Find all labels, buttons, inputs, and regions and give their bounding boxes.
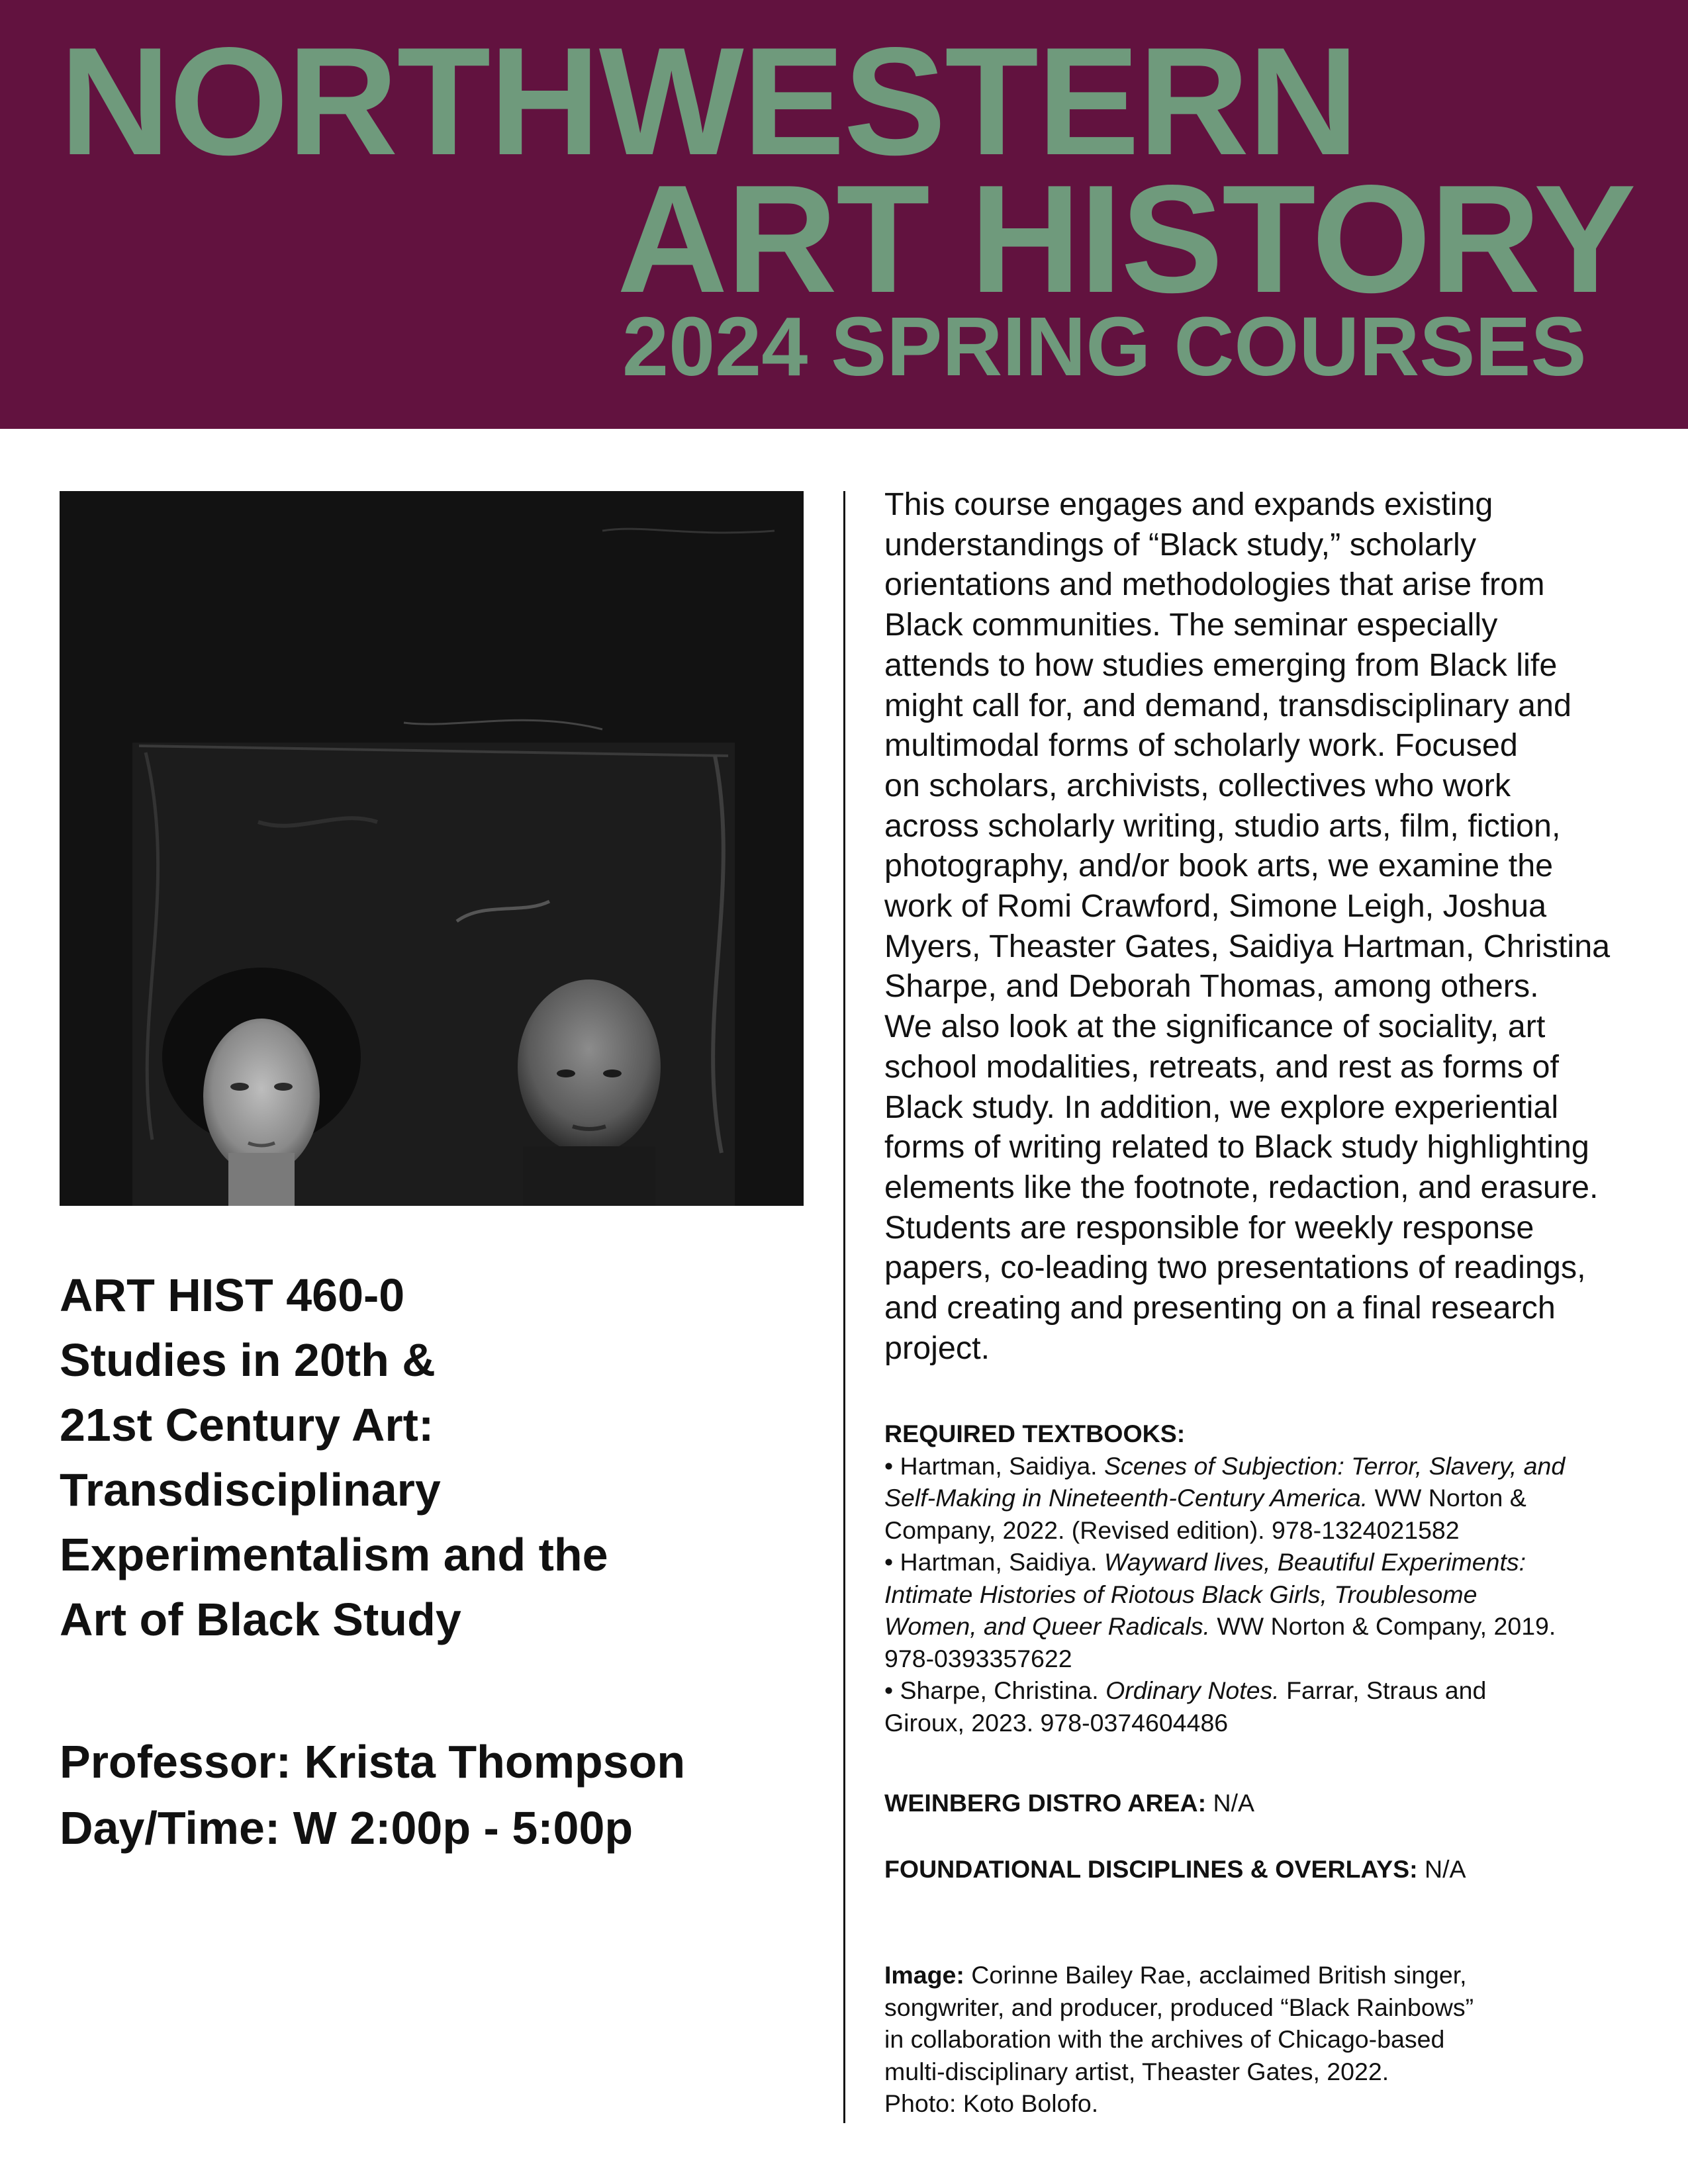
textbook-1-title-cont: Self-Making in Nineteenth-Century America. <box>884 1484 1368 1512</box>
description-line: Sharpe, and Deborah Thomas, among others. <box>884 968 1539 1005</box>
description-line: attends to how studies emerging from Black life <box>884 647 1558 683</box>
course-title-line: 21st Century Art: <box>60 1399 434 1451</box>
course-title <box>60 1263 821 1652</box>
description-line: on scholars, archivists, collectives who work <box>884 767 1511 803</box>
textbook-2-title: Wayward lives, Beautiful Experiments: <box>1104 1548 1526 1576</box>
course-title-line: Transdisciplinary <box>60 1464 441 1516</box>
image-credit-line: Corinne Bailey Rae, acclaimed British singer, <box>964 1961 1467 1989</box>
image-credit-label: Image: <box>884 1961 964 1989</box>
textbook-1-title: Scenes of Subjection: Terror, Slavery, and <box>1104 1451 1566 1480</box>
required-textbooks <box>884 1418 1639 1739</box>
textbook-1-author: • Hartman, Saidiya. <box>884 1451 1105 1480</box>
description-line: Students are responsible for weekly response <box>884 1209 1534 1246</box>
textbook-3-line-2: Giroux, 2023. 978-0374604486 <box>884 1708 1229 1737</box>
course-title-line: Experimentalism and the <box>60 1529 608 1580</box>
description-line: might call for, and demand, transdisciplinary and <box>884 687 1571 723</box>
textbook-3-author: • Sharpe, Christina. <box>884 1676 1106 1704</box>
distro-value: N/A <box>1206 1789 1255 1817</box>
image-credit-line: in collaboration with the archives of Chicago-based <box>884 2025 1445 2053</box>
header-title-line-2: ART HISTORY <box>617 154 1635 325</box>
description-line: Myers, Theaster Gates, Saidiya Hartman, Christina <box>884 928 1611 964</box>
foundational-disciplines <box>884 1853 1639 1886</box>
image-credit <box>884 1959 1639 2120</box>
header-subtitle: 2024 SPRING COURSES <box>622 300 1587 393</box>
image-credit-line: Photo: Koto Bolofo. <box>884 2089 1099 2117</box>
course-meta <box>60 1729 821 1861</box>
foundational-label: FOUNDATIONAL DISCIPLINES & OVERLAYS: <box>884 1855 1418 1883</box>
description-line: orientations and methodologies that arise from <box>884 567 1545 603</box>
description-line: Black study. In addition, we explore experiential <box>884 1089 1559 1125</box>
textbook-2-line-2: Intimate Histories of Riotous Black Girls, Troublesome <box>884 1580 1477 1608</box>
textbook-2-author: • Hartman, Saidiya. <box>884 1548 1105 1576</box>
description-line: photography, and/or book arts, we examine the <box>884 848 1554 884</box>
textbook-3-publisher: Farrar, Straus and <box>1279 1676 1487 1704</box>
textbook-3-line-1 <box>884 1674 1639 1707</box>
weinberg-distro-area <box>884 1787 1639 1819</box>
description-line: Black communities. The seminar especially <box>884 607 1498 643</box>
description-line: elements like the footnote, redaction, and erasure. <box>884 1169 1599 1205</box>
day-time-line: Day/Time: W 2:00p - 5:00p <box>60 1802 633 1854</box>
image-credit-line: multi-disciplinary artist, Theaster Gates, 2022. <box>884 2057 1389 2085</box>
course-title-line: Studies in 20th & <box>60 1334 436 1386</box>
description-line: understandings of “Black study,” scholarly <box>884 526 1477 563</box>
description-line: multimodal forms of scholarly work. Focused <box>884 727 1518 764</box>
textbook-2-line-1 <box>884 1546 1639 1578</box>
textbooks-heading: REQUIRED TEXTBOOKS: <box>884 1420 1186 1447</box>
textbook-1-line-3: Company, 2022. (Revised edition). 978-1324021582 <box>884 1516 1460 1544</box>
description-line: across scholarly writing, studio arts, film, fiction, <box>884 807 1561 844</box>
course-title-line: ART HIST 460-0 <box>60 1269 405 1321</box>
description-line: and creating and presenting on a final research <box>884 1290 1556 1326</box>
course-photo <box>60 491 804 1206</box>
foundational-value: N/A <box>1417 1855 1466 1883</box>
textbook-2-title-cont: Women, and Queer Radicals. <box>884 1612 1210 1640</box>
course-description <box>884 484 1639 1368</box>
textbook-2-line-3 <box>884 1610 1639 1643</box>
header-banner <box>0 0 1688 429</box>
image-credit-line: songwriter, and producer, produced “Black Rainbows” <box>884 1993 1474 2021</box>
description-line: This course engages and expands existing <box>884 486 1493 522</box>
textbook-3-title: Ordinary Notes. <box>1105 1676 1280 1704</box>
description-line: We also look at the significance of sociality, art <box>884 1009 1546 1045</box>
description-line: work of Romi Crawford, Simone Leigh, Joshua <box>884 888 1547 925</box>
textbook-1-publisher: WW Norton & <box>1368 1484 1526 1512</box>
description-line: papers, co-leading two presentations of readings, <box>884 1250 1586 1286</box>
textbook-2-publisher: WW Norton & Company, 2019. <box>1209 1612 1556 1640</box>
distro-label: WEINBERG DISTRO AREA: <box>884 1789 1207 1817</box>
textbook-2-line-4: 978-0393357622 <box>884 1644 1072 1672</box>
description-line: forms of writing related to Black study highlighting <box>884 1129 1589 1165</box>
textbook-1-line-2 <box>884 1482 1639 1514</box>
description-line: project. <box>884 1330 990 1366</box>
professor-line: Professor: Krista Thompson <box>60 1736 686 1788</box>
header-title-line-1: NORTHWESTERN <box>60 16 1358 187</box>
description-line: school modalities, retreats, and rest as forms of <box>884 1048 1559 1085</box>
textbook-1-line-1 <box>884 1450 1639 1482</box>
course-title-line: Art of Black Study <box>60 1594 461 1645</box>
course-photo-illustration <box>60 491 804 1206</box>
column-divider <box>843 491 845 2123</box>
